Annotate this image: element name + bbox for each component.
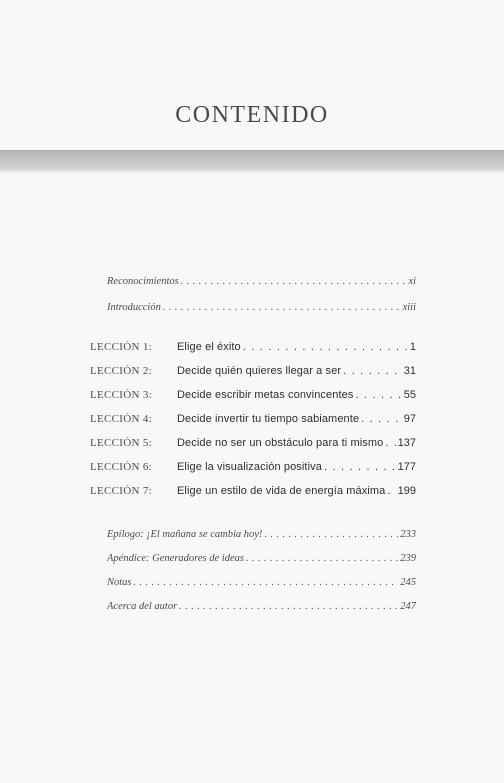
toc-entry-leccion-5 xyxy=(90,437,416,449)
toc-entry-label: Epílogo: ¡El mañana se cambia hoy! xyxy=(107,529,263,540)
lesson-title: Elige un estilo de vida de energía máxima xyxy=(177,485,386,497)
leader-dots xyxy=(387,485,395,497)
lesson-page: 137 xyxy=(397,437,416,449)
leader-dots xyxy=(264,529,398,540)
toc-entry-label: Apéndice: Generadores de ideas xyxy=(107,553,244,564)
toc-entry-reconocimientos xyxy=(107,276,416,287)
lesson-title: Decide escribir metas convincentes xyxy=(177,389,354,401)
toc-entry-leccion-4 xyxy=(90,413,416,425)
lesson-page: 1 xyxy=(409,341,416,353)
leader-dots xyxy=(134,577,399,588)
lesson-title: Elige el éxito xyxy=(177,341,241,353)
toc-entry-page: 233 xyxy=(400,529,416,540)
lesson-number: LECCIÓN 7: xyxy=(90,485,152,497)
lesson-number: LECCIÓN 3: xyxy=(90,389,152,401)
lesson-title: Decide no ser un obstáculo para ti mismo xyxy=(177,437,384,449)
toc-entry-page: 247 xyxy=(400,601,416,612)
lesson-page: 97 xyxy=(403,413,416,425)
toc-entry-notas xyxy=(107,577,416,588)
toc-entry-page: xi xyxy=(408,276,416,287)
leader-dots xyxy=(355,389,401,401)
toc-entry-label: Reconocimientos xyxy=(107,276,179,287)
leader-dots xyxy=(181,276,407,287)
lesson-number: LECCIÓN 6: xyxy=(90,461,152,473)
leader-dots xyxy=(324,461,396,473)
toc-entry-leccion-1 xyxy=(90,341,416,353)
leader-dots xyxy=(179,601,398,612)
leader-dots xyxy=(343,365,402,377)
lesson-page: 31 xyxy=(403,365,416,377)
toc-entry-leccion-6 xyxy=(90,461,416,473)
toc-entry-page: xiii xyxy=(402,302,416,313)
leader-dots xyxy=(163,302,401,313)
toc-entry-apendice xyxy=(107,553,416,564)
lesson-title: Decide quién quieres llegar a ser xyxy=(177,365,342,377)
toc-entry-leccion-3 xyxy=(90,389,416,401)
lesson-number: LECCIÓN 5: xyxy=(90,437,152,449)
lesson-number: LECCIÓN 2: xyxy=(90,365,152,377)
lesson-title: Elige la visualización positiva xyxy=(177,461,322,473)
lesson-page: 55 xyxy=(403,389,416,401)
toc-entry-leccion-2 xyxy=(90,365,416,377)
toc-entry-label: Acerca del autor xyxy=(107,601,178,612)
leader-dots xyxy=(385,437,395,449)
lesson-page: 177 xyxy=(397,461,416,473)
leader-dots xyxy=(361,413,402,425)
leader-dots xyxy=(243,341,408,353)
toc-entry-page: 239 xyxy=(400,553,416,564)
toc-entry-epilogo xyxy=(107,529,416,540)
toc-entry-introduccion xyxy=(107,302,416,313)
toc-entry-label: Introducción xyxy=(107,302,161,313)
lesson-page: 199 xyxy=(397,485,416,497)
toc-entry-page: 245 xyxy=(400,577,416,588)
header-band xyxy=(0,150,504,170)
toc-entry-leccion-7 xyxy=(90,485,416,497)
lesson-title: Decide invertir tu tiempo sabiamente xyxy=(177,413,360,425)
toc-entry-acerca-del-autor xyxy=(107,601,416,612)
lesson-number: LECCIÓN 1: xyxy=(90,341,152,353)
toc-entry-label: Notas xyxy=(107,577,132,588)
leader-dots xyxy=(246,553,398,564)
lesson-number: LECCIÓN 4: xyxy=(90,413,152,425)
page-title: CONTENIDO xyxy=(175,102,329,128)
